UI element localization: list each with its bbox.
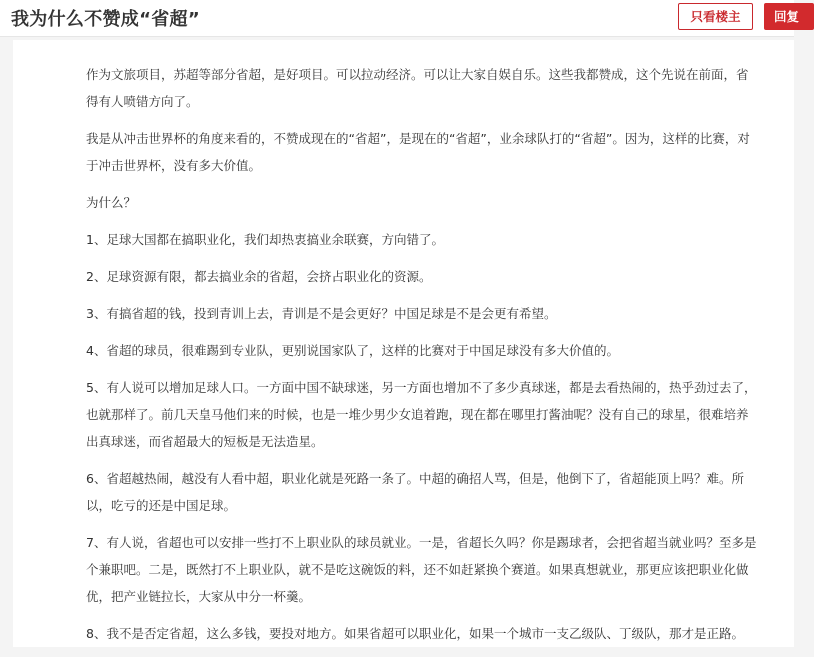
paragraph-intro: 作为文旅项目，苏超等部分省超，是好项目。可以拉动经济。可以让大家自娱自乐。这些我都赞成，这个先说在前面，省得有人喷错方向了。 [86,67,749,109]
reply-button[interactable]: 回复 [764,3,814,30]
paragraph-point-1: 1、足球大国都在搞职业化，我们却热衷搞业余联赛，方向错了。 [86,232,444,247]
paragraph-point-4: 4、省超的球员，很难踢到专业队，更别说国家队了，这样的比赛对于中国足球没有多大价值的。 [86,343,619,358]
post-title: 我为什么不赞成“省超” [11,9,200,30]
paragraph-point-7: 7、有人说，省超也可以安排一些打不上职业队的球员就业。一是，省超长久吗？你是踢球者，会把省超当就业吗？至多是个兼职吧。二是，既然打不上职业队，就不是吃这碗饭的料，还不如赶紧换个赛道。如果真想就业，那更应该把职业化做优，把产业链拉长，大家从中分一杯羹。 [86,535,757,604]
paragraph-point-5: 5、有人说可以增加足球人口。一方面中国不缺球迷，另一方面也增加不了多少真球迷，都是去看热闹的，热乎劲过去了，也就那样了。前几天皇马他们来的时候，也是一堆少男少女追着跑，现在都在哪里打酱油呢？没有自己的球星，很难培养出真球迷，而省超最大的短板是无法造星。 [86,380,757,449]
page-header [0,0,800,37]
paragraph-point-3: 3、有搞省超的钱，投到青训上去，青训是不是会更好？中国足球是不是会更有希望。 [86,306,557,321]
post-body [13,40,794,647]
post-content [86,61,758,657]
paragraph-question: 为什么？ [86,195,137,210]
paragraph-point-2: 2、足球资源有限，都去搞业余的省超，会挤占职业化的资源。 [86,269,432,284]
paragraph-stance: 我是从冲击世界杯的角度来看的，不赞成现在的“省超”，是现在的“省超”，业余球队打的“省超”。因为，这样的比赛，对于冲击世界杯，没有多大价值。 [86,131,750,173]
paragraph-point-8: 8、我不是否定省超，这么多钱，要投对地方。如果省超可以职业化，如果一个城市一支乙级队、丁级队，那才是正路。 [86,626,744,641]
only-op-button[interactable]: 只看楼主 [678,3,753,30]
paragraph-point-6: 6、省超越热闹，越没有人看中超，职业化就是死路一条了。中超的确招人骂，但是，他倒下了，省超能顶上吗？难。所以，吃亏的还是中国足球。 [86,471,744,513]
